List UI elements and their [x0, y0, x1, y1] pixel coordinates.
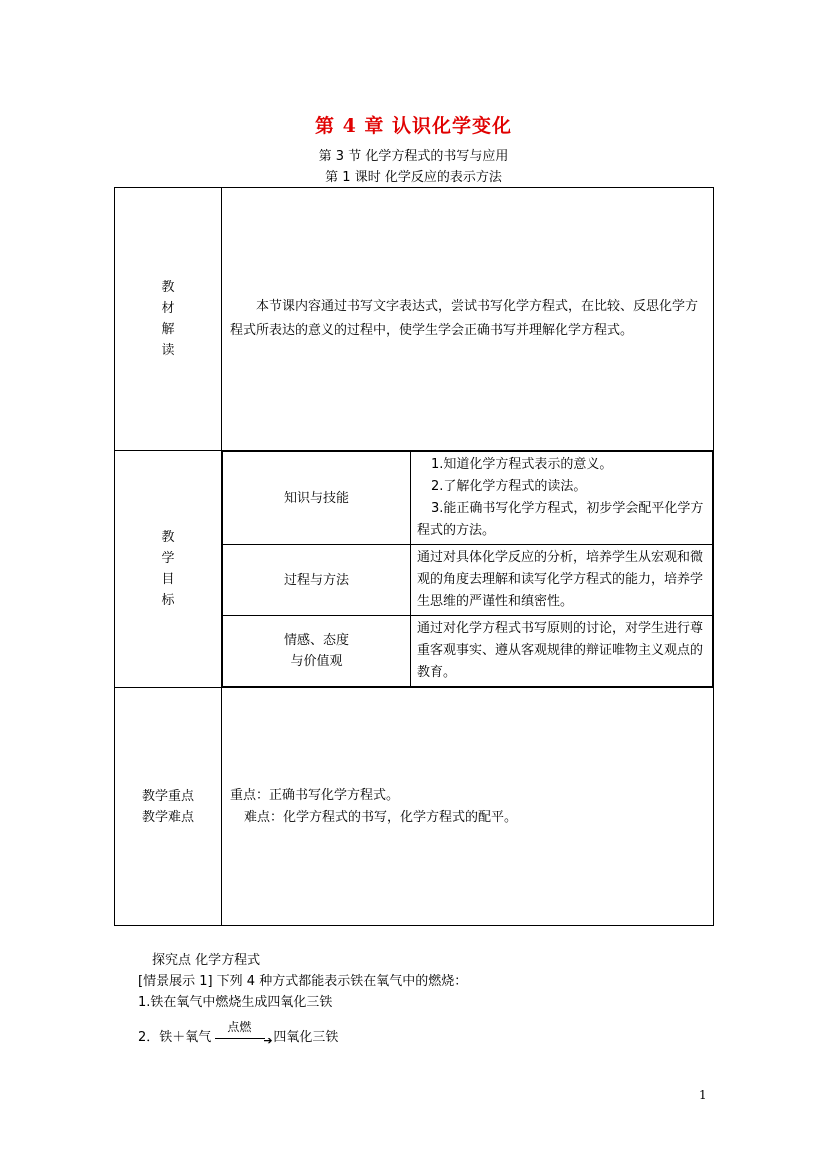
key-points-cell [222, 688, 714, 926]
lesson-title: 第 1 课时 化学反应的表示方法 [325, 170, 502, 185]
page-number: 1 [699, 1088, 707, 1102]
table-row [115, 688, 714, 926]
row-label-objectives: 教 学 目 标 [115, 451, 222, 688]
objectives-cell [222, 451, 714, 688]
key-point: 重点：正确书写化学方程式。 [230, 787, 400, 803]
explore-heading: 探究点 化学方程式 [152, 953, 261, 968]
reaction-arrow [215, 1019, 273, 1047]
table-row [115, 188, 714, 451]
textbook-analysis: 本节课内容通过书写文字表达式，尝试书写化学方程式，在比较、反思化学方程式所表达的意义的过程中，使学生学会正确书写并理解化学方程式。 [222, 188, 714, 451]
row-label-key-points: 教学重点 教学难点 [115, 688, 222, 926]
scenario-text: [情景展示 1] 下列 4 种方式都能表示铁在氧气中的燃烧： [138, 974, 468, 989]
table-row [115, 451, 714, 688]
objective-emotion-text: 通过对化学方程式书写原则的讨论，对学生进行尊重客观事实、遵从客观规律的辩证唯物主义观点的教育。 [411, 616, 713, 687]
lesson-plan-table [114, 187, 714, 926]
reaction-condition: 点燃 [227, 1019, 252, 1034]
objective-process-text: 通过对具体化学反应的分析，培养学生从宏观和微观的角度去理解和读写化学方程式的能力，培养学生思维的严谨性和缜密性。 [411, 545, 713, 616]
arrow-head-icon: ➔ [263, 1033, 273, 1047]
difficulty-point: 难点：化学方程式的书写，化学方程式的配平。 [244, 809, 518, 825]
item-1: 1.铁在氧气中燃烧生成四氧化三铁 [138, 995, 333, 1010]
item-2: 2．铁＋氧气 点燃 ➔ 四氧化三铁 [138, 1028, 338, 1048]
objective-emotion-label: 情感、态度 与价值观 [223, 616, 411, 687]
objective-knowledge-label: 知识与技能 [223, 452, 411, 545]
objective-process-label: 过程与方法 [223, 545, 411, 616]
objective-knowledge-text: 1.知道化学方程式表示的意义。 2.了解化学方程式的读法。 3.能正确书写化学方程式，初步学会配平化学方程式的方法。 [411, 452, 713, 545]
row-label-textbook: 教 材 解 读 [115, 188, 222, 451]
section-title: 第 3 节 化学方程式的书写与应用 [318, 149, 509, 164]
chapter-title: 第 4 章 认识化学变化 [314, 115, 513, 137]
objectives-subtable [222, 451, 713, 687]
